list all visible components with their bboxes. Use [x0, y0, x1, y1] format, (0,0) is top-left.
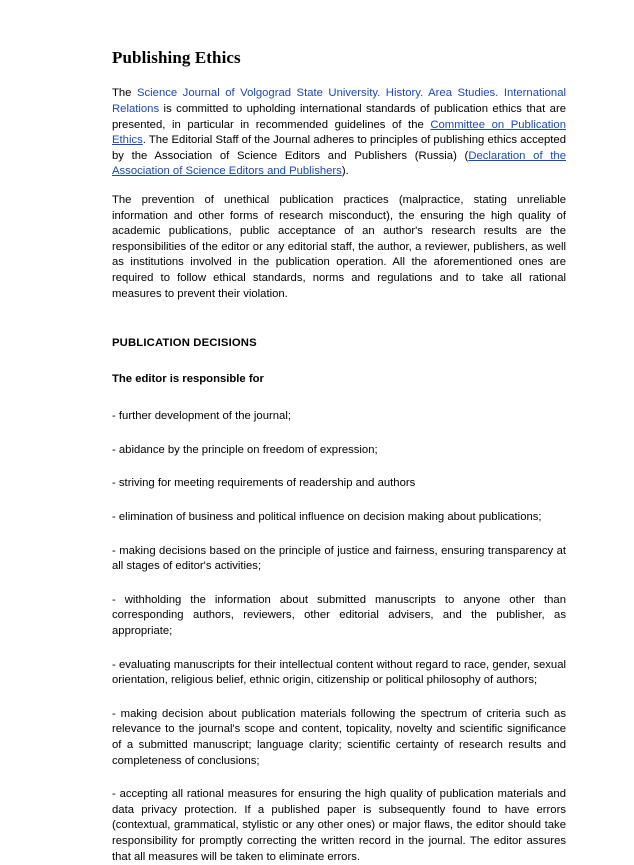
list-item: - evaluating manuscripts for their intellectual content without regard to race, gender, sexual orientation, religious belief, ethnic origin, citizenship or political philosophy of authors;: [112, 658, 566, 687]
intro-text-mid-1: is committed to upholding international standards of publication ethics that are presented, in particular in recommended guidelines of the: [112, 102, 566, 131]
list-item: - striving for meeting requirements of readership and authors: [112, 477, 416, 490]
list-item: - withholding the information about submitted manuscripts to anyone other than corresponding authors, reviewers, other editorial advisers, and the publisher, as appropriate;: [112, 593, 566, 638]
committee-on-publication-ethics-link[interactable]: Committee on Publication Ethics: [112, 118, 566, 147]
declaration-asep-link[interactable]: Declaration of the Association of Science Editors and Publishers: [112, 149, 566, 178]
page-title: Publishing Ethics: [112, 48, 241, 67]
subheading-editor-responsible: The editor is responsible for: [112, 372, 264, 385]
intro-text-mid-2: . The Editorial Staff of the Journal adheres to principles of publishing ethics accepted by the Association of Science Editors and Publishers (Russia) (: [112, 134, 566, 162]
list-item: - further development of the journal;: [112, 410, 291, 423]
intro-text-lead: The: [112, 87, 137, 100]
list-item: - accepting all rational measures for ensuring the high quality of publication materials and data privacy protection. If a published paper is subsequently found to have errors (contextual, grammatical, stylistic or any other ones) or major flaws, the editor should take responsibility for promptly correcting the written record in the journal. The editor assures that all measures will be taken to eliminate errors.: [112, 788, 566, 863]
intro-paragraph-2: The prevention of unethical publication practices (malpractice, stating unreliable information and other forms of research misconduct), the ensuring the high quality of academic publications, public acceptance of an author's research results are the responsibilities of the editor or any editorial staff, the author, a reviewer, publishers, as well as institutions involved in the publication operation. All the aforementioned ones are required to follow ethical standards, norms and regulations and to take all rational measures to prevent their violation.: [112, 193, 566, 300]
intro-text-end: ).: [341, 165, 349, 178]
intro-paragraph-1: [112, 86, 566, 180]
journal-name-link[interactable]: Science Journal of Volgograd State University. History. Area Studies. International Relations: [112, 87, 567, 115]
list-item: - making decisions based on the principle of justice and fairness, ensuring transparency at all stages of editor's activities;: [112, 544, 566, 573]
list-item: - elimination of business and political influence on decision making about publications;: [112, 511, 542, 524]
section-heading-publication-decisions: PUBLICATION DECISIONS: [112, 337, 257, 350]
list-item: - abidance by the principle on freedom of expression;: [112, 443, 378, 456]
list-item: - making decision about publication materials following the spectrum of criteria such as relevance to the journal's scope and content, topicality, novelty and scientific significance of a submitted manuscript; language clarity; scientific certainty of research results and completeness of conclusions;: [112, 707, 566, 767]
